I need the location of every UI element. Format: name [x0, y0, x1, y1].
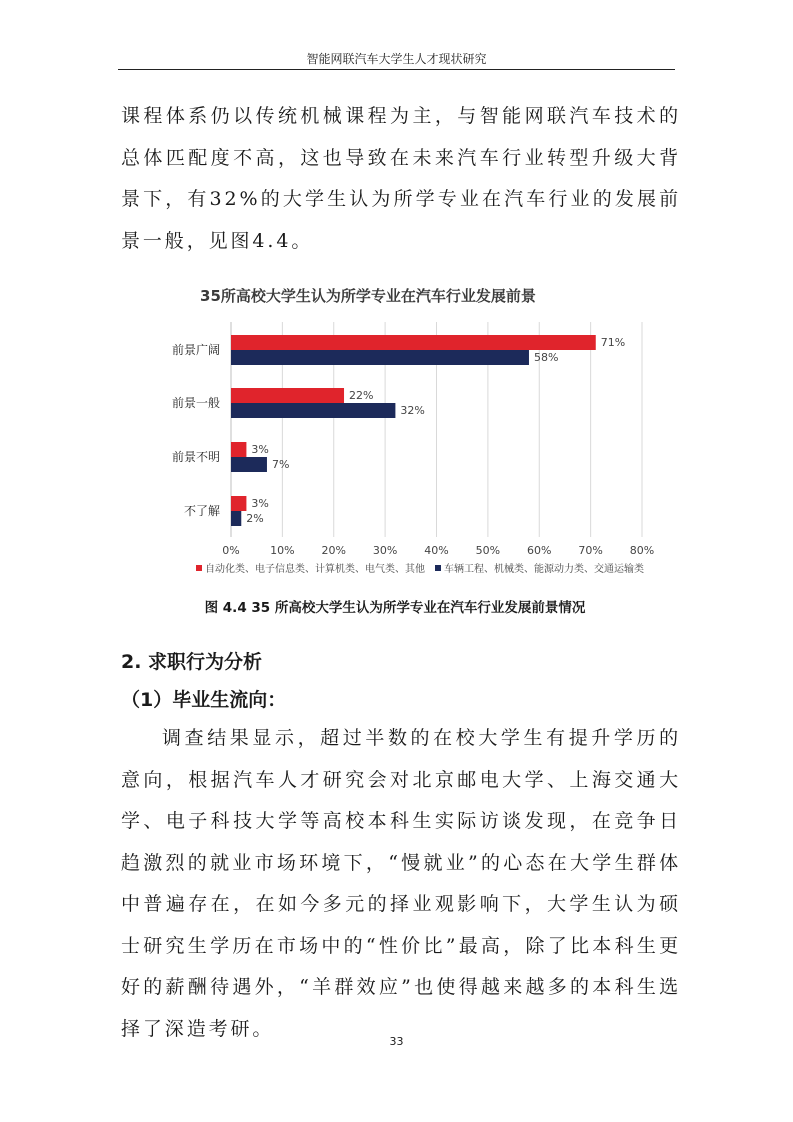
x-tick-label: 60%: [527, 544, 552, 557]
bar-series-1: [231, 442, 246, 457]
bar-series-2: [231, 350, 529, 365]
running-header: 智能网联汽车大学生人才现状研究: [306, 52, 487, 66]
x-tick-label: 20%: [321, 544, 346, 557]
bar-series-1: [231, 335, 596, 350]
legend-label-2: 车辆工程、机械类、能源动力类、交通运输类: [444, 564, 644, 575]
x-tick-label: 0%: [222, 544, 240, 557]
category-label: 前景广阔: [171, 343, 220, 357]
body-paragraph-1: 课程体系仍以传统机械课程为主，与智能网联汽车技术的总体匹配度不高，这也导致在未来汽车行业转型升级大背景下，有32%的大学生认为所学专业在汽车行业的发展前景一般，见图4.4。: [121, 105, 681, 252]
bar-series-1: [231, 388, 344, 403]
bar-series-2: [231, 403, 395, 418]
section-heading: 2. 求职行为分析: [121, 651, 263, 673]
category-label: 不了解: [183, 504, 220, 518]
legend-label-1: 自动化类、电子信息类、计算机类、电气类、其他: [205, 564, 425, 575]
x-tick-label: 30%: [372, 544, 398, 557]
body-paragraph-2: 调查结果显示，超过半数的在校大学生有提升学历的意向，根据汽车人才研究会对北京邮电大学、上海交通大学、电子科技大学等高校本科生实际访谈发现，在竞争日趋激烈的就业市场环境下，“慢就业”的心态在大学生群体中普遍存在，在如今多元的择业观影响下，大学生认为硕士研究生学历在市场中的“性价比”最高，除了比本科生更好的薪酬待遇外，“羊群效应”也使得越来越多的本科生选择了深造考研。: [121, 727, 681, 1040]
data-label: 71%: [600, 336, 626, 349]
bar-series-1: [231, 496, 246, 511]
x-tick-label: 70%: [578, 544, 603, 557]
data-label: 32%: [400, 404, 425, 417]
header-rule: [118, 69, 675, 70]
data-label: 58%: [533, 351, 559, 364]
legend-swatch-1: [196, 565, 202, 571]
data-label: 7%: [271, 458, 290, 471]
data-label: 22%: [349, 389, 374, 402]
legend-swatch-2: [435, 565, 441, 571]
subsection-heading: （1）毕业生流向：: [121, 689, 287, 711]
chart-title: 35所高校大学生认为所学专业在汽车行业发展前景: [200, 287, 536, 305]
category-label: 前景一般: [171, 396, 220, 410]
x-tick-label: 10%: [270, 544, 295, 557]
x-tick-label: 80%: [629, 544, 655, 557]
category-label: 前景不明: [171, 450, 220, 464]
data-label: 3%: [251, 443, 269, 456]
bar-series-2: [231, 457, 267, 472]
page-number: 33: [389, 1035, 404, 1048]
data-label: 2%: [246, 512, 264, 525]
x-tick-label: 50%: [475, 544, 501, 557]
bar-series-2: [231, 511, 241, 526]
x-tick-label: 40%: [424, 544, 449, 557]
figure-caption: 图 4.4 35 所高校大学生认为所学专业在汽车行业发展前景情况: [204, 600, 586, 616]
prospect-bar-chart: [150, 272, 655, 587]
data-label: 3%: [251, 497, 269, 510]
